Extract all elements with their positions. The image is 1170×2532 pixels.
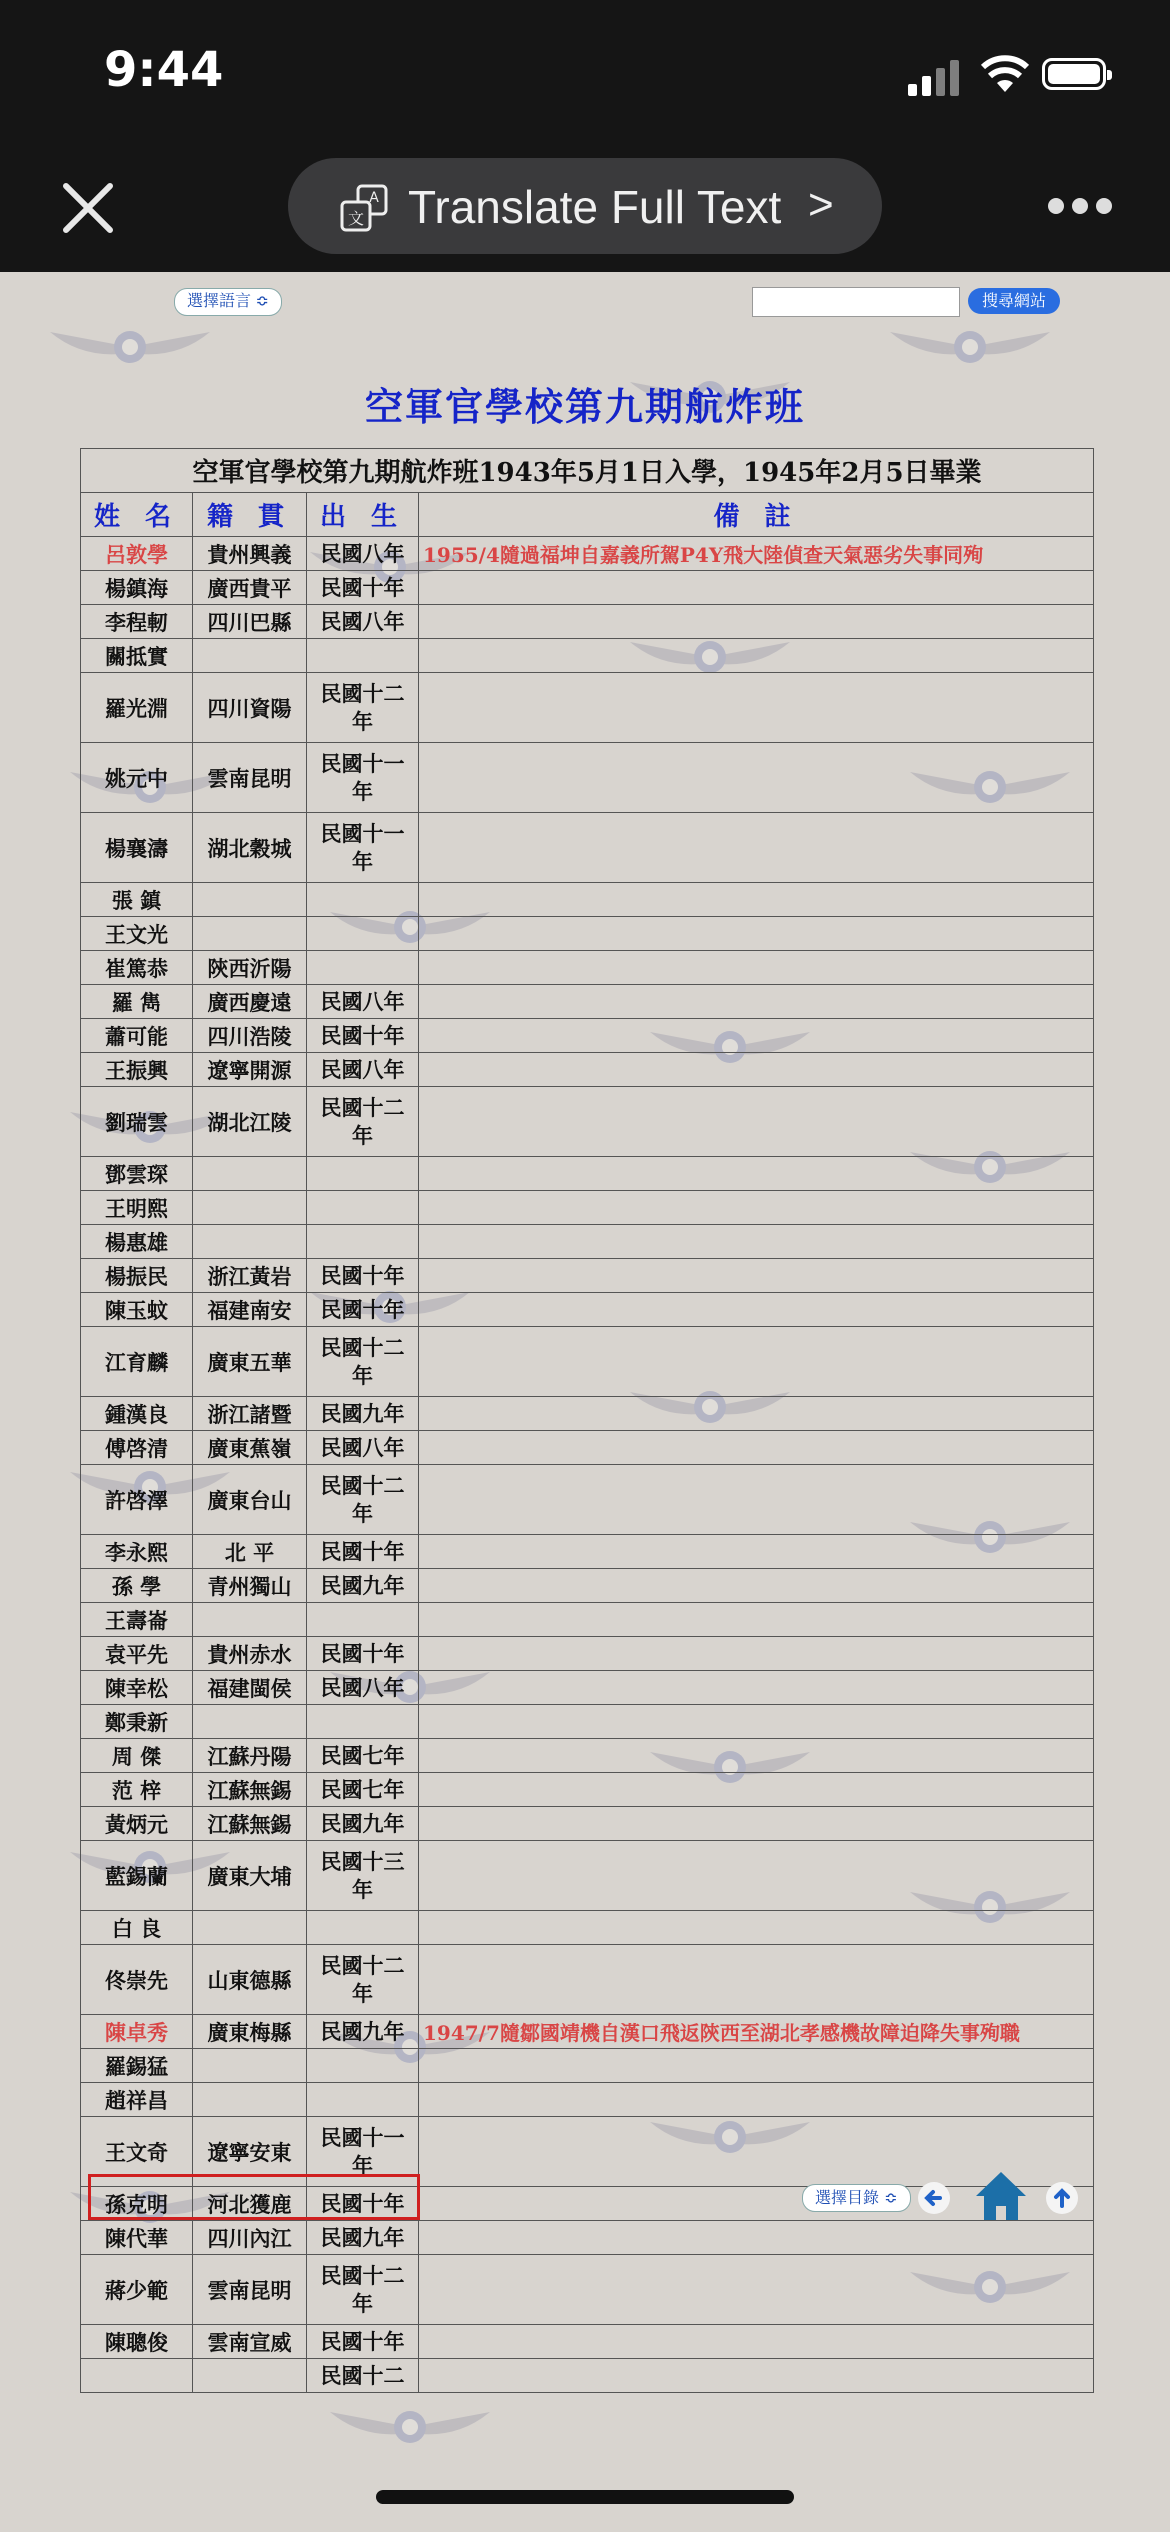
cell-note — [419, 1019, 1094, 1053]
cell-note — [419, 1293, 1094, 1327]
cell-name: 羅光淵 — [81, 673, 193, 743]
cell-origin — [193, 1225, 307, 1259]
cell-note — [419, 951, 1094, 985]
cell-note — [419, 571, 1094, 605]
cell-note — [419, 1807, 1094, 1841]
table-row — [81, 1019, 1094, 1053]
cell-name: 陳代華 — [81, 2221, 193, 2255]
table-row — [81, 1431, 1094, 1465]
cell-birth: 民國九年 — [307, 2221, 419, 2255]
cell-origin: 四川資陽 — [193, 673, 307, 743]
cell-origin: 雲南昆明 — [193, 2255, 307, 2325]
cell-name: 楊惠雄 — [81, 1225, 193, 1259]
cell-origin: 廣東蕉嶺 — [193, 1431, 307, 1465]
cellular-signal-icon — [908, 56, 960, 96]
cell-birth — [307, 639, 419, 673]
cell-note — [419, 1841, 1094, 1911]
cell-birth: 民國十二年 — [307, 2255, 419, 2325]
cell-name: 許啓澤 — [81, 1465, 193, 1535]
table-row — [81, 1293, 1094, 1327]
cell-birth: 民國十年 — [307, 1535, 419, 1569]
cell-note — [419, 1431, 1094, 1465]
cell-name: 李程軔 — [81, 605, 193, 639]
cell-birth: 民國七年 — [307, 1739, 419, 1773]
cell-name: 蕭可能 — [81, 1019, 193, 1053]
cell-birth: 民國十年 — [307, 2187, 419, 2221]
table-caption: 空軍官學校第九期航炸班1943年5月1日入學，1945年2月5日畢業 — [81, 449, 1094, 493]
cell-name: 陳聰俊 — [81, 2325, 193, 2359]
emblem-watermark — [40, 312, 220, 382]
cell-name: 王文光 — [81, 917, 193, 951]
back-arrow-icon[interactable] — [918, 2182, 950, 2214]
cell-name: 孫 學 — [81, 1569, 193, 1603]
cell-origin — [193, 639, 307, 673]
cell-name — [81, 2359, 193, 2393]
status-time: 9:44 — [104, 42, 224, 98]
table-row — [81, 1841, 1094, 1911]
cell-birth: 民國九年 — [307, 1397, 419, 1431]
cell-birth — [307, 2049, 419, 2083]
cell-name: 鍾漢良 — [81, 1397, 193, 1431]
cell-note — [419, 2325, 1094, 2359]
cell-birth — [307, 883, 419, 917]
cell-note — [419, 1773, 1094, 1807]
cell-origin — [193, 1911, 307, 1945]
table-row — [81, 605, 1094, 639]
cell-origin: 四川浩陵 — [193, 1019, 307, 1053]
table-caption-row — [81, 449, 1094, 493]
cell-birth: 民國十三年 — [307, 1841, 419, 1911]
close-icon[interactable] — [60, 180, 116, 236]
table-row — [81, 1157, 1094, 1191]
web-content — [0, 272, 1170, 2532]
cell-birth: 民國十年 — [307, 1637, 419, 1671]
cell-note — [419, 639, 1094, 673]
cell-birth — [307, 2083, 419, 2117]
cell-origin — [193, 2049, 307, 2083]
table-row — [81, 917, 1094, 951]
cell-origin: 遼寧安東 — [193, 2117, 307, 2187]
cell-birth — [307, 917, 419, 951]
more-options-icon[interactable] — [1048, 198, 1112, 218]
cell-origin: 廣東梅縣 — [193, 2015, 307, 2049]
cell-origin: 廣西慶遠 — [193, 985, 307, 1019]
cell-origin — [193, 2083, 307, 2117]
cell-note — [419, 1637, 1094, 1671]
cell-note — [419, 1397, 1094, 1431]
cell-birth: 民國九年 — [307, 1807, 419, 1841]
cell-birth — [307, 1225, 419, 1259]
cell-origin: 江蘇丹陽 — [193, 1739, 307, 1773]
cell-origin: 江蘇無錫 — [193, 1807, 307, 1841]
cell-origin: 廣西貴平 — [193, 571, 307, 605]
cell-name: 陳幸松 — [81, 1671, 193, 1705]
cell-name: 鄭秉新 — [81, 1705, 193, 1739]
battery-icon — [1042, 58, 1106, 90]
cell-name: 劉瑞雲 — [81, 1087, 193, 1157]
cell-note — [419, 1259, 1094, 1293]
cell-origin: 湖北江陵 — [193, 1087, 307, 1157]
cell-name: 白 良 — [81, 1911, 193, 1945]
cell-note — [419, 813, 1094, 883]
header-birth: 出 生 — [307, 493, 419, 537]
cell-origin — [193, 1191, 307, 1225]
header-name: 姓 名 — [81, 493, 193, 537]
cell-birth: 民國十一年 — [307, 813, 419, 883]
table-row — [81, 1671, 1094, 1705]
cell-birth: 民國九年 — [307, 1569, 419, 1603]
cell-origin: 浙江諸暨 — [193, 1397, 307, 1431]
cell-note — [419, 1087, 1094, 1157]
cell-birth: 民國十年 — [307, 1293, 419, 1327]
cell-origin: 北 平 — [193, 1535, 307, 1569]
cell-origin: 山東德縣 — [193, 1945, 307, 2015]
cell-name: 周 傑 — [81, 1739, 193, 1773]
cell-name: 崔篤恭 — [81, 951, 193, 985]
cell-name: 鄧雲琛 — [81, 1157, 193, 1191]
cell-note — [419, 1053, 1094, 1087]
cell-origin: 河北獲鹿 — [193, 2187, 307, 2221]
table-row — [81, 743, 1094, 813]
translate-label: Translate Full Text — [408, 181, 782, 233]
cell-note — [419, 1569, 1094, 1603]
table-row — [81, 673, 1094, 743]
cell-note — [419, 1911, 1094, 1945]
cell-origin: 陝西沂陽 — [193, 951, 307, 985]
cell-birth: 民國十年 — [307, 2325, 419, 2359]
home-indicator — [376, 2490, 794, 2504]
table-row — [81, 2325, 1094, 2359]
translate-full-text-button[interactable] — [288, 158, 882, 254]
table-row — [81, 1087, 1094, 1157]
language-select[interactable]: 選擇語言 ≎ — [174, 288, 282, 316]
cell-birth — [307, 951, 419, 985]
table-row — [81, 1535, 1094, 1569]
cell-origin: 貴州赤水 — [193, 1637, 307, 1671]
cell-name: 孫克明 — [81, 2187, 193, 2221]
translate-icon — [338, 182, 390, 234]
cell-birth: 民國十年 — [307, 1259, 419, 1293]
cell-name: 關抵實 — [81, 639, 193, 673]
table-row — [81, 1911, 1094, 1945]
table-row — [81, 951, 1094, 985]
cell-birth: 民國十二年 — [307, 1327, 419, 1397]
cell-birth: 民國十二年 — [307, 1945, 419, 2015]
table-row — [81, 2359, 1094, 2393]
cell-name: 藍錫蘭 — [81, 1841, 193, 1911]
table-row — [81, 1397, 1094, 1431]
cell-name: 蔣少範 — [81, 2255, 193, 2325]
cell-birth: 民國七年 — [307, 1773, 419, 1807]
cell-origin: 遼寧開源 — [193, 1053, 307, 1087]
cell-birth: 民國八年 — [307, 985, 419, 1019]
cell-birth: 民國十年 — [307, 571, 419, 605]
cell-origin: 廣東五華 — [193, 1327, 307, 1397]
table-row — [81, 1773, 1094, 1807]
cell-name: 王振興 — [81, 1053, 193, 1087]
search-input[interactable] — [752, 287, 960, 317]
cell-note — [419, 1191, 1094, 1225]
cell-name: 陳卓秀 — [81, 2015, 193, 2049]
cell-origin — [193, 2359, 307, 2393]
table-row — [81, 571, 1094, 605]
cell-name: 黃炳元 — [81, 1807, 193, 1841]
cell-birth: 民國十二年 — [307, 1087, 419, 1157]
cell-note — [419, 1225, 1094, 1259]
cell-birth: 民國十二年 — [307, 1465, 419, 1535]
table-row — [81, 2015, 1094, 2049]
search-button[interactable]: 搜尋網站 — [968, 288, 1060, 314]
table-row — [81, 1465, 1094, 1535]
cell-note — [419, 2049, 1094, 2083]
cell-origin: 浙江黃岩 — [193, 1259, 307, 1293]
cell-birth: 民國八年 — [307, 1431, 419, 1465]
cell-note — [419, 917, 1094, 951]
up-arrow-icon[interactable] — [1046, 2182, 1078, 2214]
cell-origin — [193, 883, 307, 917]
table-row — [81, 537, 1094, 571]
cell-note — [419, 743, 1094, 813]
directory-select[interactable]: 選擇目錄 ≎ — [802, 2184, 911, 2212]
cell-birth — [307, 1911, 419, 1945]
cell-name: 王文奇 — [81, 2117, 193, 2187]
selection-highlight — [88, 2174, 420, 2220]
cell-origin: 福建南安 — [193, 1293, 307, 1327]
cell-birth — [307, 1157, 419, 1191]
cell-origin: 青州獨山 — [193, 1569, 307, 1603]
cell-birth: 民國八年 — [307, 1053, 419, 1087]
cell-note — [419, 2359, 1094, 2393]
cell-origin: 福建閩侯 — [193, 1671, 307, 1705]
cell-birth — [307, 1705, 419, 1739]
cell-birth — [307, 1603, 419, 1637]
table-row — [81, 1191, 1094, 1225]
cell-origin: 雲南宣威 — [193, 2325, 307, 2359]
cell-note — [419, 1327, 1094, 1397]
cell-origin: 江蘇無錫 — [193, 1773, 307, 1807]
cell-name: 張 鎮 — [81, 883, 193, 917]
cell-name: 陳玉蚊 — [81, 1293, 193, 1327]
cell-name: 呂敦學 — [81, 537, 193, 571]
cell-note — [419, 1739, 1094, 1773]
cell-note: 1955/4隨過福坤自嘉義所駕P4Y飛大陸偵查天氣惡劣失事同殉 — [419, 537, 1094, 571]
cell-name: 江育麟 — [81, 1327, 193, 1397]
cell-note — [419, 1465, 1094, 1535]
cell-note: 1947/7隨鄒國靖機自漢口飛返陝西至湖北孝感機故障迫降失事殉職 — [419, 2015, 1094, 2049]
table-row — [81, 2083, 1094, 2117]
cell-name: 王明熙 — [81, 1191, 193, 1225]
cell-origin: 廣東台山 — [193, 1465, 307, 1535]
cell-birth — [307, 1191, 419, 1225]
table-row — [81, 813, 1094, 883]
cell-name: 袁平先 — [81, 1637, 193, 1671]
cell-birth: 民國八年 — [307, 605, 419, 639]
cell-origin: 貴州興義 — [193, 537, 307, 571]
cell-origin — [193, 1705, 307, 1739]
table-row — [81, 1705, 1094, 1739]
cell-note — [419, 2255, 1094, 2325]
table-row — [81, 1945, 1094, 2015]
cell-origin: 四川巴縣 — [193, 605, 307, 639]
table-row — [81, 1637, 1094, 1671]
browser-toolbar — [0, 140, 1170, 272]
cell-origin — [193, 1603, 307, 1637]
cell-birth: 民國十二年 — [307, 673, 419, 743]
table-row — [81, 1053, 1094, 1087]
cell-birth: 民國十一年 — [307, 743, 419, 813]
cell-origin: 廣東大埔 — [193, 1841, 307, 1911]
table-header-row — [81, 493, 1094, 537]
cell-note — [419, 883, 1094, 917]
table-row — [81, 2255, 1094, 2325]
table-row — [81, 1569, 1094, 1603]
table-row — [81, 1327, 1094, 1397]
cell-name: 楊振民 — [81, 1259, 193, 1293]
wifi-icon — [980, 52, 1030, 94]
cell-birth: 民國十一年 — [307, 2117, 419, 2187]
cell-note — [419, 1603, 1094, 1637]
cell-name: 李永熙 — [81, 1535, 193, 1569]
table-row — [81, 883, 1094, 917]
cell-note — [419, 1535, 1094, 1569]
cell-birth: 民國九年 — [307, 2015, 419, 2049]
svg-text:文: 文 — [347, 209, 365, 228]
cell-note — [419, 605, 1094, 639]
cell-name: 楊鎮海 — [81, 571, 193, 605]
cell-name: 楊襄濤 — [81, 813, 193, 883]
table-row — [81, 1259, 1094, 1293]
header-origin: 籍 貫 — [193, 493, 307, 537]
cell-name: 趙祥昌 — [81, 2083, 193, 2117]
cell-name: 傅啓清 — [81, 1431, 193, 1465]
cell-note — [419, 1157, 1094, 1191]
chevron-right-icon: > — [808, 180, 834, 229]
cell-birth: 民國八年 — [307, 1671, 419, 1705]
table-row — [81, 1807, 1094, 1841]
table-row — [81, 985, 1094, 1019]
cell-name: 姚元中 — [81, 743, 193, 813]
svg-text:A: A — [369, 190, 379, 206]
cell-name: 羅 雋 — [81, 985, 193, 1019]
cell-birth: 民國十二 — [307, 2359, 419, 2393]
cell-note — [419, 2221, 1094, 2255]
cell-origin: 湖北穀城 — [193, 813, 307, 883]
cell-name: 羅錫猛 — [81, 2049, 193, 2083]
cell-note — [419, 1945, 1094, 2015]
cell-origin: 四川內江 — [193, 2221, 307, 2255]
page-title: 空軍官學校第九期航炸班 — [364, 384, 805, 429]
cell-origin — [193, 1157, 307, 1191]
cell-note — [419, 985, 1094, 1019]
cell-note — [419, 2083, 1094, 2117]
table-row — [81, 2221, 1094, 2255]
roster-table — [80, 448, 1094, 2393]
cell-note — [419, 1671, 1094, 1705]
table-row — [81, 1225, 1094, 1259]
cell-origin: 雲南昆明 — [193, 743, 307, 813]
table-row — [81, 639, 1094, 673]
emblem-watermark — [880, 312, 1060, 382]
cell-name: 范 梓 — [81, 1773, 193, 1807]
table-row — [81, 1739, 1094, 1773]
cell-name: 佟崇先 — [81, 1945, 193, 2015]
cell-name: 王壽崙 — [81, 1603, 193, 1637]
table-row — [81, 1603, 1094, 1637]
cell-note — [419, 673, 1094, 743]
home-icon[interactable] — [972, 2168, 1030, 2224]
table-row — [81, 2049, 1094, 2083]
cell-origin — [193, 917, 307, 951]
header-note: 備 註 — [419, 493, 1094, 537]
status-bar — [0, 0, 1170, 140]
cell-birth: 民國八年 — [307, 537, 419, 571]
cell-birth: 民國十年 — [307, 1019, 419, 1053]
cell-note — [419, 1705, 1094, 1739]
emblem-watermark — [320, 2392, 500, 2462]
